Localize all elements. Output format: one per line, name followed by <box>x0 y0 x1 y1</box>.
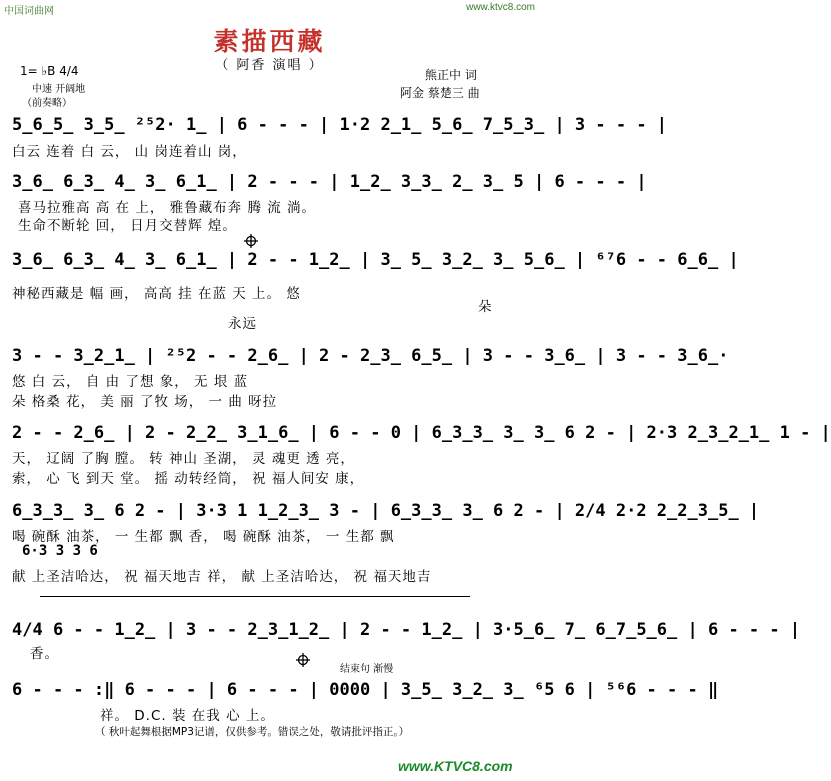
notation-line: 3 - - 3̲2̲1̲ | ²⁵2 - - 2̲6̲ | 2 - 2̲3̲ 6̲5̲ | 3 - - 3̲6̲ | 3 - - 3̲6̲· <box>12 346 729 366</box>
lyric-line-verse-1: 喝 碗酥 油茶， 一 生都 飘 香， 喝 碗酥 油茶， 一 生都 飘 <box>12 529 395 545</box>
notation-line: 3̲6̲ 6̲3̲ 4̲ 3̲ 6̲1̲ | 2 - - - | 1̲2̲ 3̲3̲ 2̲ 3̲ 5 | 6 - - - | <box>12 172 647 192</box>
composer-credit: 阿金 蔡楚三 曲 <box>400 86 480 100</box>
lyric-line-verse-2: 朵 格桑 花， 美 丽 了牧 场， 一 曲 呀拉 <box>12 394 278 410</box>
site-watermark-top-right: www.ktvc8.com <box>466 2 535 13</box>
lyric-line-verse-1: 喜马拉雅高 高 在 上， 雅鲁藏布奔 腾 流 淌。 <box>18 200 317 216</box>
song-title: 素描西藏 <box>213 27 326 56</box>
singer-credit: （ 阿香 演唱 ） <box>215 58 324 73</box>
notation-line: 3̲6̲ 6̲3̲ 4̲ 3̲ 6̲1̲ | 2 - - 1̲2̲ | 3̲ 5̲ 3̲2̲ 3̲ 5̲6̲ | ⁶⁷6 - - 6̲6̲ | <box>12 250 739 270</box>
intro-note: （前奏略） <box>22 98 72 109</box>
lyric-line-verse-2: 生命不断轮 回， 日月交替辉 煌。 <box>18 218 237 234</box>
lyric-line: 神秘西藏是 幅 画， 高高 挂 在蓝 天 上。 悠 <box>12 286 301 302</box>
coda-sign-icon <box>296 653 310 667</box>
lyric-line-verse-1: 天， 辽阔 了胸 膛。 转 神山 圣湖， 灵 魂更 透 亮， <box>12 451 355 467</box>
notation-line: 6 - - - :‖ 6 - - - | 6 - - - | 0000 | 3̲5̲ 3̲2̲ 3̲ ⁶5 6 | ⁵⁶6 - - - ‖ <box>12 680 719 700</box>
coda-sign-icon <box>244 234 258 248</box>
notation-line: 2 - - 2̲6̲ | 2 - 2̲2̲ 3̲1̲6̲ | 6 - - 0 | 6̲3̲3̲ 3̲ 3̲ 6 2 - | 2·3 2̲3̲2̲1̲ 1 - | <box>12 423 831 443</box>
lyric-line-verse-2: 献 上圣洁哈达， 祝 福天地吉 祥， 献 上圣洁哈达， 祝 福天地吉 <box>12 569 432 585</box>
site-watermark-bottom: www.KTVC8.com <box>398 758 513 774</box>
lyric-line-verse-2: 索， 心 飞 到天 堂。 摇 动转经筒， 祝 福人间安 康， <box>12 471 365 487</box>
notation-line: 4/4 6 - - 1̲2̲ | 3 - - 2̲3̲1̲2̲ | 2 - - 1̲2̲ | 3·5̲6̲ 7̲ 6̲7̲5̲6̲ | 6 - - - | <box>12 620 801 640</box>
tempo-marking: 中速 开阔地 <box>32 84 86 95</box>
notation-line-alt: 6·3 3 3 6 <box>22 543 98 559</box>
lyric-line: 香。 <box>30 646 59 662</box>
lyric-line: 白云 连着 白 云， 山 岗连着山 岗， <box>12 144 247 160</box>
notation-line: 5̲6̲5̲ 3̲5̲ ²⁵2· 1̲ | 6 - - - | 1·2 2̲1̲ 5̲6̲ 7̲5̲3̲ | 3 - - - | <box>12 115 668 135</box>
key-signature: 1= ♭B 4/4 <box>20 64 79 78</box>
site-watermark-top-left: 中国词曲网 <box>4 6 54 17</box>
ending-annotation: 结束句 渐慢 <box>340 664 394 675</box>
transcription-footnote: （ 秋叶起舞根据MP3记谱，仅供参考。错误之处，敬请批评指正。） <box>95 726 410 738</box>
volta-bracket <box>40 596 470 597</box>
notation-line: 6̲3̲3̲ 3̲ 6 2 - | 3·3 1 1̲2̲3̲ 3 - | 6̲3̲3̲ 3̲ 6 2 - | 2/4 2·2 2̲2̲3̲5̲ | <box>12 501 760 521</box>
lyric-line-alt: 永远 <box>228 316 257 332</box>
lyric-line-alt-2: 朵 <box>478 299 493 315</box>
lyric-line: 祥。 D.C. 装 在我 心 上。 <box>100 708 275 724</box>
lyric-line-verse-1: 悠 白 云， 自 由 了想 象， 无 垠 蓝 <box>12 374 249 390</box>
lyricist-credit: 熊正中 词 <box>425 68 477 82</box>
